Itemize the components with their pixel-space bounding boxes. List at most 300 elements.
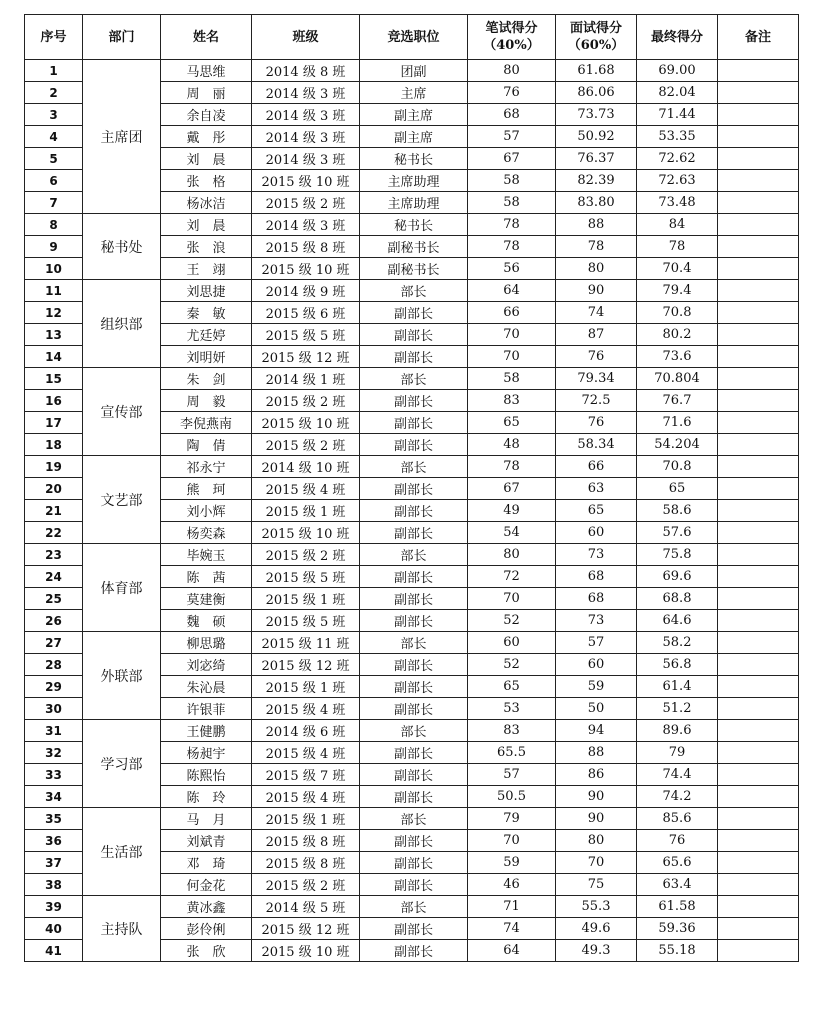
class-cell: 2015 级 1 班 <box>252 500 360 522</box>
notes-cell <box>718 302 799 324</box>
notes-cell <box>718 698 799 720</box>
interview-score-cell: 57 <box>556 632 637 654</box>
seq-cell: 26 <box>25 610 83 632</box>
table-row <box>25 214 799 236</box>
seq-cell: 30 <box>25 698 83 720</box>
written-score-cell: 60 <box>468 632 556 654</box>
final-score-cell: 58.6 <box>637 500 718 522</box>
final-score-cell: 70.8 <box>637 456 718 478</box>
seq-cell: 39 <box>25 896 83 918</box>
written-score-cell: 56 <box>468 258 556 280</box>
notes-cell <box>718 346 799 368</box>
interview-score-cell: 50 <box>556 698 637 720</box>
final-score-cell: 71.6 <box>637 412 718 434</box>
interview-score-cell: 61.68 <box>556 60 637 82</box>
class-cell: 2015 级 10 班 <box>252 412 360 434</box>
dept-cell: 宣传部 <box>83 368 161 456</box>
name-cell: 李倪燕南 <box>161 412 252 434</box>
class-cell: 2015 级 5 班 <box>252 324 360 346</box>
class-cell: 2015 级 11 班 <box>252 632 360 654</box>
notes-cell <box>718 918 799 940</box>
interview-score-cell: 66 <box>556 456 637 478</box>
seq-cell: 8 <box>25 214 83 236</box>
final-score-cell: 64.6 <box>637 610 718 632</box>
class-cell: 2014 级 9 班 <box>252 280 360 302</box>
name-cell: 杨昶宇 <box>161 742 252 764</box>
notes-cell <box>718 192 799 214</box>
interview-score-cell: 83.80 <box>556 192 637 214</box>
seq-cell: 31 <box>25 720 83 742</box>
class-cell: 2015 级 4 班 <box>252 698 360 720</box>
seq-cell: 18 <box>25 434 83 456</box>
final-score-cell: 57.6 <box>637 522 718 544</box>
name-cell: 柳思璐 <box>161 632 252 654</box>
class-cell: 2014 级 3 班 <box>252 82 360 104</box>
final-score-cell: 69.00 <box>637 60 718 82</box>
class-cell: 2015 级 4 班 <box>252 742 360 764</box>
notes-cell <box>718 280 799 302</box>
position-cell: 副部长 <box>360 412 468 434</box>
written-score-cell: 80 <box>468 60 556 82</box>
notes-cell <box>718 544 799 566</box>
name-cell: 黄冰鑫 <box>161 896 252 918</box>
table-row <box>25 60 799 82</box>
seq-cell: 35 <box>25 808 83 830</box>
final-score-cell: 84 <box>637 214 718 236</box>
class-cell: 2014 级 3 班 <box>252 104 360 126</box>
header-row <box>25 15 799 60</box>
name-cell: 马思维 <box>161 60 252 82</box>
final-score-cell: 76.7 <box>637 390 718 412</box>
notes-cell <box>718 148 799 170</box>
final-score-cell: 74.4 <box>637 764 718 786</box>
name-cell: 王 翊 <box>161 258 252 280</box>
notes-cell <box>718 676 799 698</box>
position-cell: 副部长 <box>360 610 468 632</box>
final-score-cell: 73.48 <box>637 192 718 214</box>
notes-cell <box>718 412 799 434</box>
seq-cell: 12 <box>25 302 83 324</box>
dept-cell: 主席团 <box>83 60 161 214</box>
final-score-cell: 63.4 <box>637 874 718 896</box>
name-cell: 魏 硕 <box>161 610 252 632</box>
notes-cell <box>718 566 799 588</box>
written-score-cell: 78 <box>468 214 556 236</box>
class-cell: 2015 级 10 班 <box>252 522 360 544</box>
class-cell: 2015 级 5 班 <box>252 610 360 632</box>
position-cell: 部长 <box>360 720 468 742</box>
interview-score-cell: 72.5 <box>556 390 637 412</box>
name-cell: 张 欣 <box>161 940 252 962</box>
written-score-cell: 76 <box>468 82 556 104</box>
notes-cell <box>718 60 799 82</box>
written-score-cell: 57 <box>468 764 556 786</box>
written-score-cell: 70 <box>468 324 556 346</box>
name-cell: 刘宓绮 <box>161 654 252 676</box>
seq-cell: 2 <box>25 82 83 104</box>
written-score-cell: 58 <box>468 170 556 192</box>
written-score-cell: 79 <box>468 808 556 830</box>
written-score-cell: 59 <box>468 852 556 874</box>
final-score-cell: 61.58 <box>637 896 718 918</box>
table-header <box>25 15 799 60</box>
interview-score-cell: 80 <box>556 258 637 280</box>
score-table <box>24 14 799 962</box>
final-score-cell: 75.8 <box>637 544 718 566</box>
position-cell: 副部长 <box>360 786 468 808</box>
table-row <box>25 896 799 918</box>
name-cell: 周 丽 <box>161 82 252 104</box>
position-cell: 副秘书长 <box>360 258 468 280</box>
final-score-cell: 80.2 <box>637 324 718 346</box>
header-class: 班级 <box>252 15 360 60</box>
interview-score-cell: 90 <box>556 280 637 302</box>
position-cell: 副部长 <box>360 434 468 456</box>
final-score-cell: 82.04 <box>637 82 718 104</box>
written-score-cell: 64 <box>468 940 556 962</box>
seq-cell: 37 <box>25 852 83 874</box>
interview-score-cell: 82.39 <box>556 170 637 192</box>
notes-cell <box>718 808 799 830</box>
name-cell: 杨冰洁 <box>161 192 252 214</box>
interview-score-cell: 76 <box>556 346 637 368</box>
class-cell: 2015 级 10 班 <box>252 258 360 280</box>
notes-cell <box>718 588 799 610</box>
final-score-cell: 65 <box>637 478 718 500</box>
final-score-cell: 74.2 <box>637 786 718 808</box>
class-cell: 2014 级 10 班 <box>252 456 360 478</box>
notes-cell <box>718 830 799 852</box>
written-score-cell: 78 <box>468 456 556 478</box>
class-cell: 2015 级 4 班 <box>252 478 360 500</box>
notes-cell <box>718 214 799 236</box>
final-score-cell: 54.204 <box>637 434 718 456</box>
seq-cell: 36 <box>25 830 83 852</box>
position-cell: 副部长 <box>360 324 468 346</box>
seq-cell: 22 <box>25 522 83 544</box>
name-cell: 余自凌 <box>161 104 252 126</box>
class-cell: 2014 级 3 班 <box>252 214 360 236</box>
class-cell: 2015 级 2 班 <box>252 874 360 896</box>
final-score-cell: 79 <box>637 742 718 764</box>
interview-score-cell: 68 <box>556 566 637 588</box>
name-cell: 邓 琦 <box>161 852 252 874</box>
name-cell: 张 格 <box>161 170 252 192</box>
written-score-cell: 80 <box>468 544 556 566</box>
name-cell: 朱 剑 <box>161 368 252 390</box>
class-cell: 2015 级 6 班 <box>252 302 360 324</box>
seq-cell: 9 <box>25 236 83 258</box>
notes-cell <box>718 742 799 764</box>
notes-cell <box>718 258 799 280</box>
written-score-cell: 70 <box>468 588 556 610</box>
final-score-cell: 51.2 <box>637 698 718 720</box>
interview-score-cell: 73 <box>556 544 637 566</box>
written-score-cell: 52 <box>468 654 556 676</box>
position-cell: 部长 <box>360 456 468 478</box>
header-dept: 部门 <box>83 15 161 60</box>
seq-cell: 1 <box>25 60 83 82</box>
final-score-cell: 65.6 <box>637 852 718 874</box>
class-cell: 2014 级 6 班 <box>252 720 360 742</box>
written-score-cell: 58 <box>468 368 556 390</box>
name-cell: 何金花 <box>161 874 252 896</box>
name-cell: 祁永宁 <box>161 456 252 478</box>
notes-cell <box>718 434 799 456</box>
seq-cell: 17 <box>25 412 83 434</box>
final-score-cell: 79.4 <box>637 280 718 302</box>
interview-score-cell: 76.37 <box>556 148 637 170</box>
seq-cell: 27 <box>25 632 83 654</box>
final-score-cell: 89.6 <box>637 720 718 742</box>
seq-cell: 15 <box>25 368 83 390</box>
name-cell: 刘斌青 <box>161 830 252 852</box>
class-cell: 2015 级 2 班 <box>252 434 360 456</box>
written-score-cell: 78 <box>468 236 556 258</box>
written-score-cell: 50.5 <box>468 786 556 808</box>
name-cell: 刘明妍 <box>161 346 252 368</box>
position-cell: 副主席 <box>360 126 468 148</box>
interview-score-cell: 49.6 <box>556 918 637 940</box>
interview-score-cell: 50.92 <box>556 126 637 148</box>
written-score-cell: 83 <box>468 720 556 742</box>
written-score-cell: 65 <box>468 676 556 698</box>
notes-cell <box>718 610 799 632</box>
position-cell: 副部长 <box>360 654 468 676</box>
final-score-cell: 70.804 <box>637 368 718 390</box>
position-cell: 副部长 <box>360 478 468 500</box>
interview-score-cell: 80 <box>556 830 637 852</box>
notes-cell <box>718 478 799 500</box>
written-score-cell: 70 <box>468 346 556 368</box>
notes-cell <box>718 940 799 962</box>
position-cell: 部长 <box>360 280 468 302</box>
dept-cell: 主持队 <box>83 896 161 962</box>
written-score-cell: 67 <box>468 148 556 170</box>
final-score-cell: 59.36 <box>637 918 718 940</box>
interview-score-cell: 88 <box>556 214 637 236</box>
name-cell: 莫建衡 <box>161 588 252 610</box>
position-cell: 副主席 <box>360 104 468 126</box>
written-score-cell: 72 <box>468 566 556 588</box>
name-cell: 马 月 <box>161 808 252 830</box>
interview-score-cell: 58.34 <box>556 434 637 456</box>
name-cell: 刘小辉 <box>161 500 252 522</box>
seq-cell: 28 <box>25 654 83 676</box>
position-cell: 副部长 <box>360 676 468 698</box>
written-score-cell: 52 <box>468 610 556 632</box>
class-cell: 2015 级 12 班 <box>252 346 360 368</box>
written-score-cell: 67 <box>468 478 556 500</box>
position-cell: 部长 <box>360 544 468 566</box>
notes-cell <box>718 654 799 676</box>
name-cell: 朱沁晨 <box>161 676 252 698</box>
final-score-cell: 53.35 <box>637 126 718 148</box>
dept-cell: 学习部 <box>83 720 161 808</box>
final-score-cell: 70.4 <box>637 258 718 280</box>
notes-cell <box>718 764 799 786</box>
written-score-cell: 68 <box>468 104 556 126</box>
position-cell: 副部长 <box>360 874 468 896</box>
interview-score-cell: 90 <box>556 808 637 830</box>
position-cell: 副部长 <box>360 940 468 962</box>
class-cell: 2014 级 8 班 <box>252 60 360 82</box>
position-cell: 副部长 <box>360 588 468 610</box>
position-cell: 团副 <box>360 60 468 82</box>
name-cell: 许银菲 <box>161 698 252 720</box>
table-row <box>25 280 799 302</box>
interview-score-cell: 73 <box>556 610 637 632</box>
table-row <box>25 720 799 742</box>
name-cell: 张 浪 <box>161 236 252 258</box>
interview-score-cell: 86.06 <box>556 82 637 104</box>
position-cell: 副秘书长 <box>360 236 468 258</box>
interview-score-cell: 49.3 <box>556 940 637 962</box>
written-score-cell: 46 <box>468 874 556 896</box>
position-cell: 副部长 <box>360 522 468 544</box>
position-cell: 副部长 <box>360 566 468 588</box>
name-cell: 彭伶俐 <box>161 918 252 940</box>
name-cell: 王健鹏 <box>161 720 252 742</box>
notes-cell <box>718 170 799 192</box>
position-cell: 副部长 <box>360 830 468 852</box>
class-cell: 2015 级 12 班 <box>252 654 360 676</box>
class-cell: 2015 级 1 班 <box>252 588 360 610</box>
position-cell: 主席 <box>360 82 468 104</box>
notes-cell <box>718 632 799 654</box>
class-cell: 2014 级 3 班 <box>252 148 360 170</box>
table-row <box>25 632 799 654</box>
interview-score-cell: 75 <box>556 874 637 896</box>
seq-cell: 21 <box>25 500 83 522</box>
position-cell: 副部长 <box>360 390 468 412</box>
interview-score-cell: 60 <box>556 654 637 676</box>
notes-cell <box>718 896 799 918</box>
name-cell: 尤廷婷 <box>161 324 252 346</box>
class-cell: 2015 级 8 班 <box>252 830 360 852</box>
position-cell: 副部长 <box>360 764 468 786</box>
written-score-cell: 74 <box>468 918 556 940</box>
interview-score-cell: 90 <box>556 786 637 808</box>
position-cell: 部长 <box>360 896 468 918</box>
table-body <box>25 60 799 962</box>
written-score-cell: 54 <box>468 522 556 544</box>
header-final-score: 最终得分 <box>637 15 718 60</box>
final-score-cell: 72.62 <box>637 148 718 170</box>
name-cell: 周 毅 <box>161 390 252 412</box>
header-position: 竞选职位 <box>360 15 468 60</box>
seq-cell: 24 <box>25 566 83 588</box>
position-cell: 副部长 <box>360 698 468 720</box>
written-score-cell: 66 <box>468 302 556 324</box>
seq-cell: 41 <box>25 940 83 962</box>
written-score-cell: 65.5 <box>468 742 556 764</box>
final-score-cell: 56.8 <box>637 654 718 676</box>
notes-cell <box>718 104 799 126</box>
dept-cell: 外联部 <box>83 632 161 720</box>
seq-cell: 20 <box>25 478 83 500</box>
header-interview-weight: （60%） <box>567 38 625 53</box>
seq-cell: 6 <box>25 170 83 192</box>
position-cell: 副部长 <box>360 302 468 324</box>
written-score-cell: 83 <box>468 390 556 412</box>
interview-score-cell: 70 <box>556 852 637 874</box>
header-notes: 备注 <box>718 15 799 60</box>
written-score-cell: 64 <box>468 280 556 302</box>
written-score-cell: 53 <box>468 698 556 720</box>
position-cell: 副部长 <box>360 500 468 522</box>
class-cell: 2015 级 2 班 <box>252 192 360 214</box>
position-cell: 秘书长 <box>360 148 468 170</box>
interview-score-cell: 59 <box>556 676 637 698</box>
name-cell: 陈 茜 <box>161 566 252 588</box>
final-score-cell: 72.63 <box>637 170 718 192</box>
interview-score-cell: 73.73 <box>556 104 637 126</box>
position-cell: 副部长 <box>360 742 468 764</box>
header-seq: 序号 <box>25 15 83 60</box>
table-row <box>25 544 799 566</box>
dept-cell: 文艺部 <box>83 456 161 544</box>
class-cell: 2015 级 4 班 <box>252 786 360 808</box>
notes-cell <box>718 82 799 104</box>
seq-cell: 16 <box>25 390 83 412</box>
final-score-cell: 76 <box>637 830 718 852</box>
seq-cell: 25 <box>25 588 83 610</box>
final-score-cell: 70.8 <box>637 302 718 324</box>
interview-score-cell: 63 <box>556 478 637 500</box>
class-cell: 2015 级 5 班 <box>252 566 360 588</box>
final-score-cell: 85.6 <box>637 808 718 830</box>
written-score-cell: 49 <box>468 500 556 522</box>
seq-cell: 23 <box>25 544 83 566</box>
written-score-cell: 58 <box>468 192 556 214</box>
header-written-score <box>468 15 556 60</box>
seq-cell: 19 <box>25 456 83 478</box>
seq-cell: 29 <box>25 676 83 698</box>
name-cell: 杨奕森 <box>161 522 252 544</box>
interview-score-cell: 65 <box>556 500 637 522</box>
dept-cell: 秘书处 <box>83 214 161 280</box>
interview-score-cell: 55.3 <box>556 896 637 918</box>
name-cell: 熊 珂 <box>161 478 252 500</box>
notes-cell <box>718 368 799 390</box>
interview-score-cell: 76 <box>556 412 637 434</box>
interview-score-cell: 79.34 <box>556 368 637 390</box>
written-score-cell: 65 <box>468 412 556 434</box>
final-score-cell: 73.6 <box>637 346 718 368</box>
position-cell: 部长 <box>360 808 468 830</box>
class-cell: 2015 级 1 班 <box>252 808 360 830</box>
notes-cell <box>718 390 799 412</box>
interview-score-cell: 78 <box>556 236 637 258</box>
final-score-cell: 55.18 <box>637 940 718 962</box>
class-cell: 2014 级 3 班 <box>252 126 360 148</box>
dept-cell: 组织部 <box>83 280 161 368</box>
name-cell: 秦 敏 <box>161 302 252 324</box>
seq-cell: 4 <box>25 126 83 148</box>
dept-cell: 生活部 <box>83 808 161 896</box>
seq-cell: 34 <box>25 786 83 808</box>
seq-cell: 38 <box>25 874 83 896</box>
written-score-cell: 57 <box>468 126 556 148</box>
seq-cell: 14 <box>25 346 83 368</box>
name-cell: 陶 倩 <box>161 434 252 456</box>
position-cell: 副部长 <box>360 918 468 940</box>
class-cell: 2015 级 10 班 <box>252 170 360 192</box>
header-name: 姓名 <box>161 15 252 60</box>
class-cell: 2015 级 7 班 <box>252 764 360 786</box>
seq-cell: 13 <box>25 324 83 346</box>
